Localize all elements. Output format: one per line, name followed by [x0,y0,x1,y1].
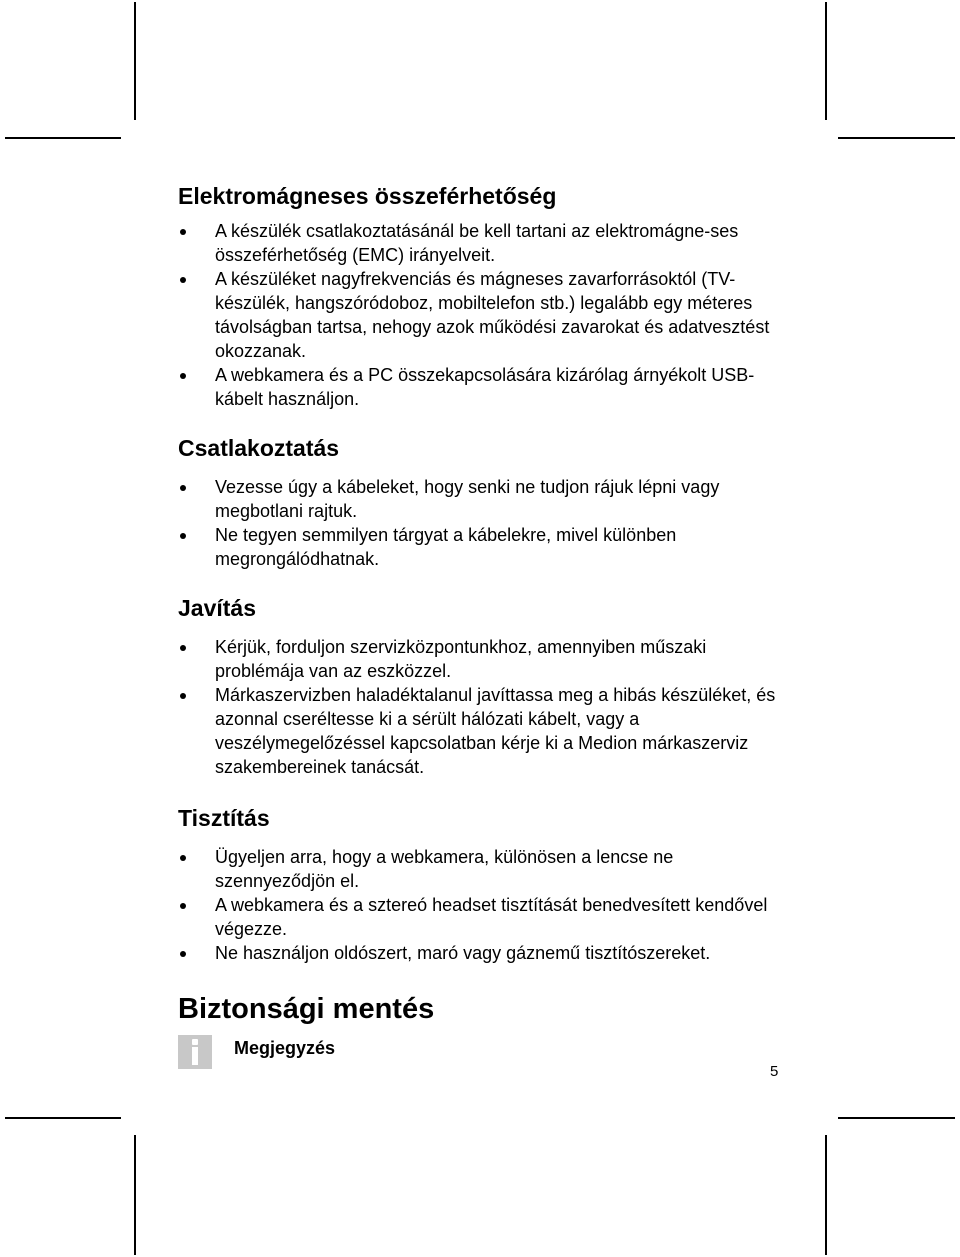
list-item: Ügyeljen arra, hogy a webkamera, különösen a lencse ne szennyeződjön el. [178,845,798,893]
section-repair [178,593,798,779]
crop-mark [134,2,136,120]
section-emc [178,181,798,411]
section-heading: Javítás [178,595,257,621]
list-item: Márkaszervizben haladéktalanul javíttassa meg a hibás készüléket, és azonnal cseréltesse ki a sérült hálózati kábelt, vagy a veszélymegelőzéssel kapcsolatban kérje ki a Medion márkaszerviz szakembereinek tanácsát. [178,683,798,779]
bullet-list [178,635,798,779]
list-item: A webkamera és a sztereó headset tisztítását benedvesített kendővel végezze. [178,893,798,941]
page-number: 5 [770,1063,779,1080]
list-item: Ne tegyen semmilyen tárgyat a kábelekre, mivel különben megrongálódhatnak. [178,523,798,571]
crop-mark [825,2,827,120]
note-label: Megjegyzés [234,1038,336,1058]
crop-mark [838,137,955,139]
bullet-list [178,475,798,571]
crop-mark [134,1135,136,1255]
section-heading: Tisztítás [178,805,270,831]
section-connection [178,433,798,571]
section-heading: Elektromágneses összeférhetőség [178,183,557,209]
section-heading: Biztonsági mentés [178,993,435,1025]
list-item: A készülék csatlakoztatásánál be kell tartani az elektromágne-ses összeférhetőség (EMC) irányelveit. [178,219,798,267]
note [178,1035,798,1069]
list-item: Vezesse úgy a kábeleket, hogy senki ne tudjon rájuk lépni vagy megbotlani rajtuk. [178,475,798,523]
list-item: Kérjük, forduljon szervizközpontunkhoz, amennyiben műszaki problémája van az eszközzel. [178,635,798,683]
crop-mark [5,137,121,139]
bullet-list [178,219,798,411]
list-item: Ne használjon oldószert, maró vagy gáznemű tisztítószereket. [178,941,798,965]
crop-mark [838,1117,955,1119]
section-cleaning [178,803,798,965]
bullet-list [178,845,798,965]
crop-mark [5,1117,121,1119]
list-item: A készüléket nagyfrekvenciás és mágneses zavarforrásoktól (TV-készülék, hangszóródoboz, mobiltelefon stb.) legalább egy méteres távolságban tartsa, nehogy azok működési zavarokat és adatvesztést okozzanak. [178,267,798,363]
section-backup [178,991,798,1069]
section-heading: Csatlakoztatás [178,435,340,461]
list-item: A webkamera és a PC összekapcsolására kizárólag árnyékolt USB-kábelt használjon. [178,363,798,411]
info-icon [178,1035,212,1069]
page-content [178,181,798,1069]
crop-mark [825,1135,827,1255]
